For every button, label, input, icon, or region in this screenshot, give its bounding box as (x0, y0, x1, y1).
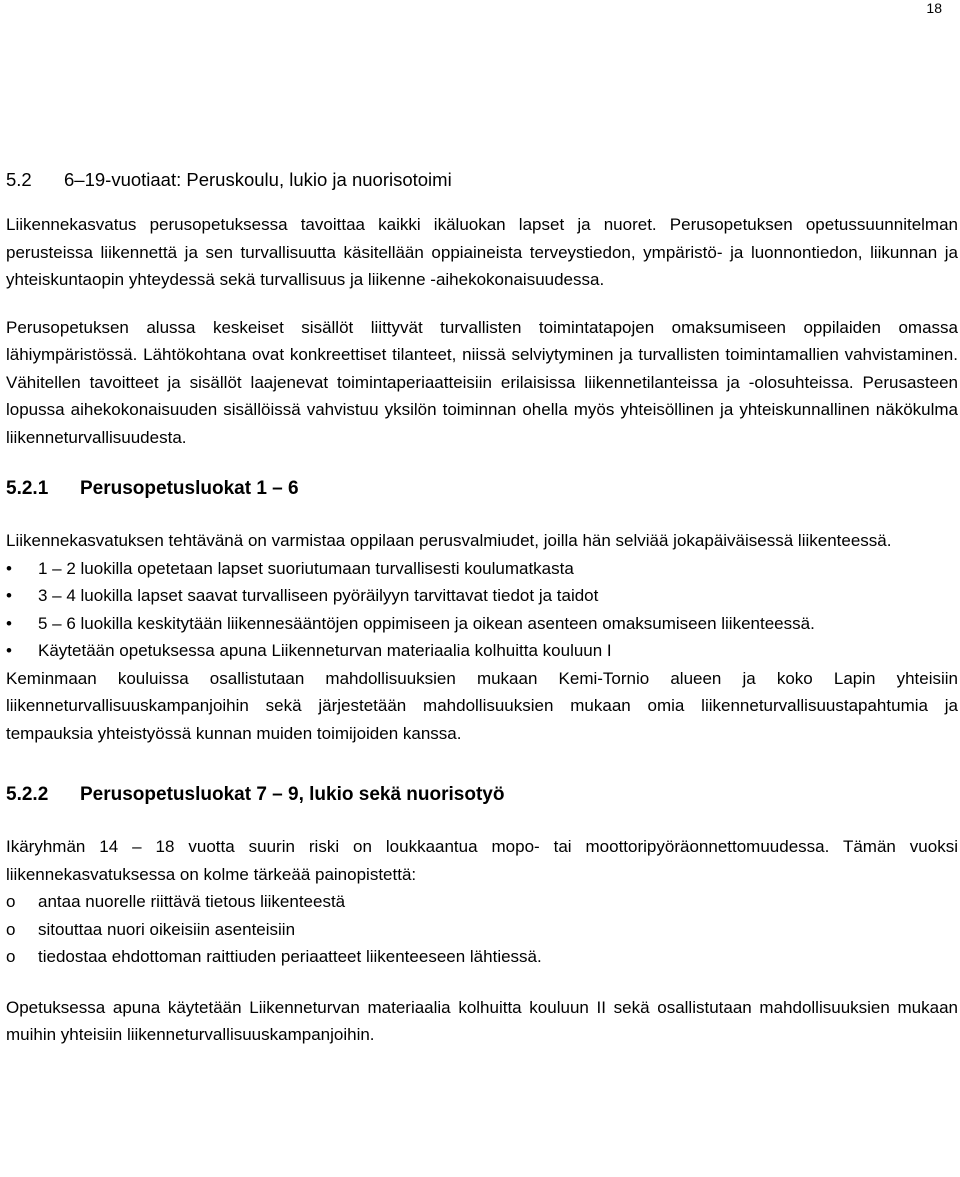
list-item (6, 888, 958, 916)
list-item (6, 610, 958, 638)
circle-bullet-icon: o (6, 892, 16, 911)
bullet-icon: • (6, 586, 12, 605)
section-paragraph-1: Liikennekasvatus perusopetuksessa tavoittaa kaikki ikäluokan lapset ja nuoret. Perusopetuksen opetussuunnitelman perusteissa liikennettä ja sen turvallisuutta käsitellään oppiaineista terveystiedon, ympäristö- ja luonnontiedon, liikunnan ja yhteiskuntaopin yhteydessä sekä turvallisuus ja liikenne -aihekokonaisuudessa. (6, 215, 958, 289)
subsection-number-1: 5.2.1 (6, 478, 49, 499)
list-item (6, 637, 958, 665)
list-item-text: 5 – 6 luokilla keskitytään liikennesääntöjen oppimiseen ja oikean asenteen omaksumiseen liikenteessä. (38, 613, 815, 633)
section-paragraph-2: Perusopetuksen alussa keskeiset sisällöt liittyvät turvallisten toimintatapojen omaksumiseen oppilaiden omassa lähiympäristössä. Lähtökohtana ovat konkreettiset tilanteet, niissä selviytyminen ja turvallisten toimintamallien vahvistaminen. Vähitellen tavoitteet ja sisällöt laajenevat toimintaperiaatteisiin erilaisissa liikennetilanteissa ja -olosuhteissa. Perusasteen lopussa aihekokonaisuuden sisällöissä vahvistuu yksilön toiminnan ohella myös yhteisöllinen ja yhteiskunnallinen näkökulma liikenneturvallisuudesta. (6, 317, 958, 447)
list-item-text: sitouttaa nuori oikeisiin asenteisiin (38, 919, 296, 939)
list-item-text: 1 – 2 luokilla opetetaan lapset suoriutumaan turvallisesti koulumatkasta (38, 558, 574, 578)
list-item-text: tiedostaa ehdottoman raittiuden periaatteet liikenteeseen lähtiessä. (38, 947, 542, 966)
circle-bullet-icon: o (6, 919, 16, 939)
subsection-1-intro: Liikennekasvatuksen tehtävänä on varmistaa oppilaan perusvalmiudet, joilla hän selviää jokapäiväisessä liikenteessä. (6, 531, 892, 550)
document-body (6, 168, 958, 1049)
subsection-number-2: 5.2.2 (6, 784, 49, 805)
list-item-text: 3 – 4 luokilla lapset saavat turvalliseen pyöräilyyn tarvittavat tiedot ja taidot (38, 586, 599, 605)
subsection-title-1: Perusopetusluokat 1 – 6 (80, 478, 299, 499)
subsection-2-intro: Ikäryhmän 14 – 18 vuotta suurin riski on loukkaantua mopo- tai moottoripyöräonnettomuudessa. Tämän vuoksi liikennekasvatuksessa on kolme tärkeää painopistettä: (6, 837, 958, 884)
list-item-text: Käytetään opetuksessa apuna Liikenneturvan materiaalia kolhuitta kouluun I (38, 641, 612, 660)
section-number: 5.2 (6, 169, 32, 190)
bullet-icon: • (6, 641, 12, 660)
list-item (6, 555, 958, 583)
subsection-2-paragraph: Opetuksessa apuna käytetään Liikenneturvan materiaalia kolhuitta kouluun II sekä osallistutaan mahdollisuuksien mukaan muihin yhteisiin liikenneturvallisuuskampanjoihin. (6, 997, 958, 1044)
subsection-heading-2 (6, 783, 958, 807)
section-title: 6–19-vuotiaat: Peruskoulu, lukio ja nuorisotoimi (64, 169, 452, 190)
subsection-2-bullet-list (6, 888, 958, 971)
section-heading (6, 168, 958, 192)
subsection-1-paragraph: Keminmaan kouluissa osallistutaan mahdollisuuksien mukaan Kemi-Tornio alueen ja koko Lapin yhteisiin liikenneturvallisuuskampanjoihin sekä järjestetään mahdollisuuksien mukaan omia liikenneturvallisuustapahtumia ja tempauksia yhteistyössä kunnan muiden toimijoiden kanssa. (6, 668, 958, 743)
list-item (6, 916, 958, 944)
page-number: 18 (926, 0, 942, 16)
subsection-title-2: Perusopetusluokat 7 – 9, lukio sekä nuorisotyö (80, 784, 505, 805)
subsection-1-bullet-list (6, 555, 958, 665)
list-item (6, 582, 958, 610)
subsection-heading-1 (6, 477, 958, 501)
bullet-icon: • (6, 613, 12, 633)
bullet-icon: • (6, 558, 12, 578)
list-item-text: antaa nuorelle riittävä tietous liikenteestä (38, 892, 346, 911)
list-item (6, 943, 958, 971)
circle-bullet-icon: o (6, 947, 16, 966)
